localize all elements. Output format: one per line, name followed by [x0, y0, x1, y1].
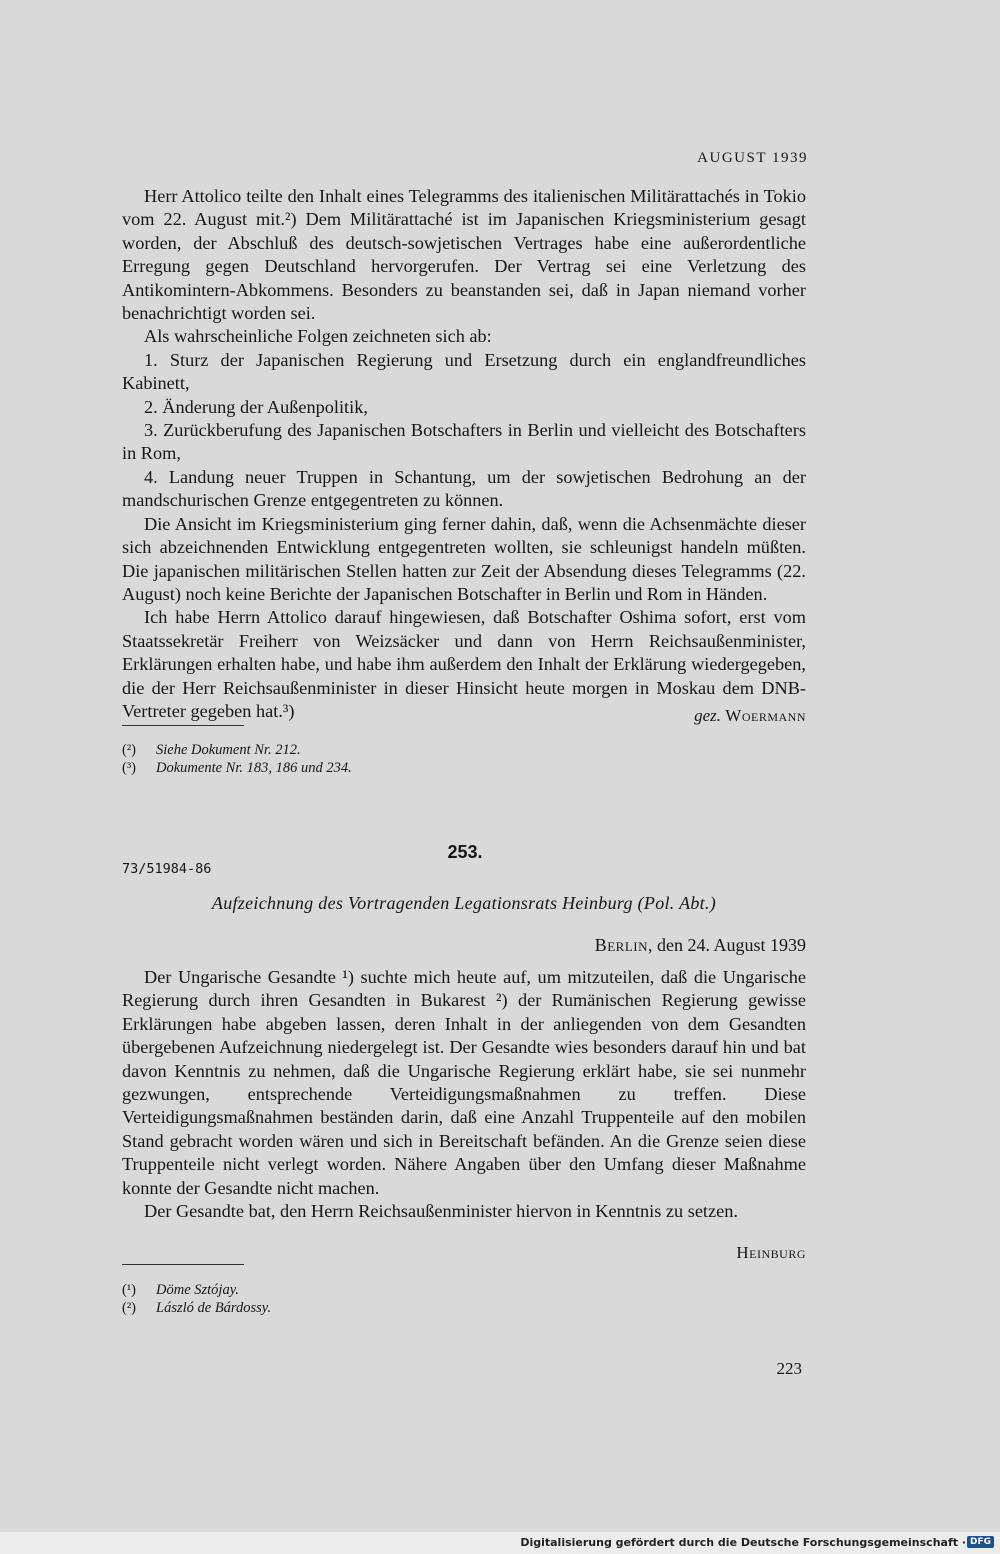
- signature: [736, 1243, 806, 1263]
- list-item: 2. Änderung der Außenpolitik,: [144, 396, 368, 417]
- footnote-text: Dokumente Nr. 183, 186 und 234.: [156, 760, 352, 776]
- footnote-marker: (²): [122, 1300, 137, 1316]
- footnote-text: Siehe Dokument Nr. 212.: [156, 742, 301, 758]
- list-item: 1. Sturz der Japanischen Regierung und Ersetzung durch ein englandfreundliches Kabinett,: [122, 349, 806, 394]
- doc253-body: [122, 966, 806, 1223]
- footnotes: [122, 1281, 271, 1317]
- signature-name: Heinburg: [736, 1243, 806, 1262]
- signature-name: Woermann: [725, 706, 806, 725]
- footnote-marker: (³): [122, 760, 137, 776]
- paragraph: Als wahrscheinliche Folgen zeichneten sich ab:: [144, 326, 492, 347]
- dateline-date: , den 24. August 1939: [647, 935, 806, 955]
- page-number: 223: [776, 1359, 802, 1378]
- footnote-rule: [122, 1264, 244, 1265]
- paragraph: Der Ungarische Gesandte ¹) suchte mich heute auf, um mitzuteilen, daß die Ungarische Regierung durch ihren Gesandten in Bukarest ²) der Rumänischen Regierung gewisse Erklärungen habe abgeben lassen, deren Inhalt in der anliegenden von dem Gesandten übergebenen Aufzeichnung niedergelegt ist. Der Gesandte wies besonders darauf hin und bat davon Kenntnis zu nehmen, daß die Ungarische Regierung erklärt habe, sie sei nunmehr gezwungen, entsprechende Verteidigungsmaßnahmen zu treffen. Diese Verteidigungsmaßnahmen beständen darin, daß eine Anzahl Truppenteile auf den mobilen Stand gebracht worden wären und sich in Bereitschaft befänden. An die Grenze seien diese Truppenteile nicht verlegt worden. Nähere Angaben über den Umfang dieser Maßnahme konnte der Gesandte nicht machen.: [122, 967, 806, 1198]
- running-head: AUGUST 1939: [697, 150, 808, 166]
- footnote: [122, 1299, 271, 1317]
- footnote: [122, 1281, 271, 1299]
- signature-prefix: gez.: [694, 706, 722, 725]
- footer-credit: Digitalisierung gefördert durch die Deutsche Forschungsgemeinschaft ·: [520, 1536, 966, 1549]
- paragraph: Herr Attolico teilte den Inhalt eines Telegramms des italienischen Militärattachés in Tokio vom 22. August mit.²) Dem Militärattaché ist im Japanischen Kriegsministerium gesagt worden, der Abschluß des deutsch-sowjetischen Vertrages habe eine außerordentliche Erregung gegen Deutschland hervorgerufen. Der Vertrag sei eine Verletzung des Antikomintern-Abkommens. Besonders zu beanstanden sei, daß in Japan niemand vorher benachrichtigt worden sei.: [122, 186, 806, 324]
- file-reference: 73/51984-86: [122, 861, 212, 877]
- paragraph: Ich habe Herrn Attolico darauf hingewiesen, daß Botschafter Oshima sofort, erst vom Staatssekretär Freiherr von Weizsäcker und dann von Herrn Reichsaußenminister, Erklärungen erhalten habe, und habe ihm außerdem den Inhalt der Erklärung wiedergegeben, die der Herr Reichsaußenminister in dieser Hinsicht heute morgen in Moskau dem DNB-Vertreter gegeben hat.³): [122, 607, 806, 721]
- list-item: 3. Zurückberufung des Japanischen Botschafters in Berlin und vielleicht des Botschafters in Rom,: [122, 420, 806, 464]
- footnote-text: Döme Sztójay.: [156, 1282, 239, 1298]
- dateline-place: Berlin: [594, 935, 648, 955]
- footnote-text: László de Bárdossy.: [156, 1300, 272, 1316]
- doc252-body: [122, 185, 806, 723]
- footnote-marker: (²): [122, 742, 137, 758]
- footnote-marker: (¹): [122, 1282, 137, 1298]
- footnote: [122, 759, 352, 777]
- list-item: 4. Landung neuer Truppen in Schantung, um der sowjetischen Bedrohung an der mandschurischen Grenze entgegentreten zu können.: [122, 466, 806, 511]
- footnote-rule: [122, 725, 244, 726]
- dfg-logo-icon: DFG: [967, 1536, 994, 1548]
- footer-bar: [0, 1532, 1000, 1554]
- footnotes: [122, 741, 352, 777]
- footnote: [122, 741, 352, 759]
- document-title: Aufzeichnung des Vortragenden Legationsrats Heinburg (Pol. Abt.): [211, 893, 717, 913]
- paragraph: Der Gesandte bat, den Herrn Reichsaußenminister hiervon in Kenntnis zu setzen.: [144, 1201, 738, 1222]
- paragraph: Die Ansicht im Kriegsministerium ging ferner dahin, daß, wenn die Achsenmächte dieser sich abzeichnenden Entwicklung entgegentreten wollten, sie schleunigst handeln müßten. Die japanischen militärischen Stellen hatten zur Zeit der Absendung dieses Telegramms (22. August) noch keine Berichte der Japanischen Botschafter in Berlin und Rom in Händen.: [122, 513, 806, 604]
- dateline: [595, 935, 806, 956]
- signature: [694, 706, 806, 726]
- document-number: 253.: [447, 842, 483, 862]
